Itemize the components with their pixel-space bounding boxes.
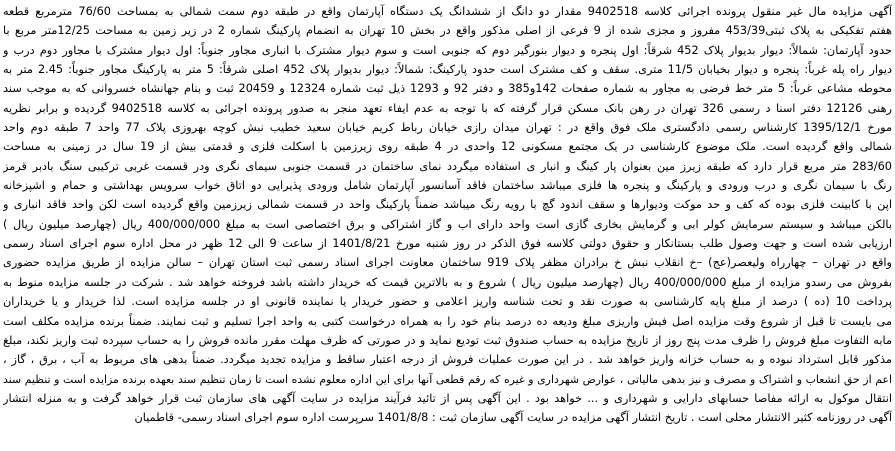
notice-line: 283/60 متر مربع قرار دارد که طبقه زیرز مین بعنوان پار کینگ و انبار ی استفاده میگردد نمای ساختمان در قسمت جنوبی سیمای نگری ودر قسمت غربی ترکیبی سنگ بادبر قرمز <box>3 159 892 173</box>
notice-line: ارزیابی شده است و جهت وصول طلب بستانکار و حقوق دولتی کلاسه فوق الذکر در روز شنبه مورخ 1401/8/21 از ساعت 9 الی 12 ظهر در محل اداره سوم اجرای اسناد رسمی <box>3 237 892 251</box>
notice-line: بفروش می رسدو مزایده از مبلغ 400/000/000 ریال (چهارصد میلیون ریال ) شروع و به بالاترین قیمت که خریدار داشته باشد فروخته خواهد شد . شرکت در جلسه مزایده منوط به <box>3 275 892 289</box>
notice-line: شمالی واقع گردیده است. ملک موضوع کارشناسی در یک مجتمع مسکونی 12 واحدی در 4 طبقه روی زیرزمین با اسکلت فلزی و قدمتی بیش از 19 سال در زمینی به مساحت <box>3 140 892 154</box>
notice-line: می بایست تا قبل از شروع وقت مزایده اصل فیش واریزی مبلغ ودیعه ده درصد بنام خود را به همراه درخواست کتبی به واحد اجرا تسلیم و ثبت نمایند. ضمناً برنده مزایده مکلف است <box>3 314 892 328</box>
notice-line: مذکور قابل استرداد نبوده و به حساب خزانه واریز خواهد شد . در این صورت عملیات فروش از درجه اعتبار ساقط و مزایده تجدید میگردد. ضمناً بدهی های مربوط به آب ، برق ، گاز ، <box>3 353 892 367</box>
notice-line: هفتم تفکیکی به پلاک ثبتی453/39 مفروز و مجزی شده از 9 فرعی از اصلی مذکور واقع در بخش 10 تهران به انضمام پارکینگ شماره 2 در زیر زمین به مساحت 12/25متر مربع با <box>3 24 892 38</box>
notice-line: بالکن میباشد و سیستم سرمایش کولر ابی و گرمایش بخاری گازی است واحد دارای اب و گاز اشتراکی و برق اختصاصی است به مبلغ 400/000/000 ریال (چهارصد میلیون ریال ) <box>3 217 892 231</box>
notice-line: اعم از حق انشعاب و اشتراک و مصرف و نیز بدهی مالیاتی ، عوارض شهرداری و غیره که رقم قطعی آنها برای این اداره معلوم نشده است تا زمان تنظیم سند بعهده برنده مزایده است و تنظیم سند <box>3 372 892 386</box>
notice-line: آگهی مزایده مال غیر منقول پرونده اجرائی کلاسه 9402518 مقدار دو دانگ از ششدانگ یک دستگاه آپارتمان واقع در طبقه دوم سمت شمالی به بمساحت 76/60 مترمربع قطعه <box>3 5 892 18</box>
notice-line: آگهی در روزنامه کثیر الانتشار محلی است . تاریخ انتشار آگهی مزایده در سایت آگهی سازمان ثبت : 1401/8/8 سرپرست اداره سوم اجرای اسناد رسمی- قاطمیان <box>134 411 892 425</box>
notice-line: دیوار راه پله غرباً: پنجره و دیوار بخیابان 11/5 متری. سقف و کف مشترک است حدود پارکینگ: شمالاً: دیوار بدیوار پلاک 452 اصلی شرقاً: 5 متر به پارکینگ مجاور جنوباً: 2.45 متر به <box>3 63 892 77</box>
notice-line: حدود آپارتمان: شمالاً: دیوار بدیوار پلاک 452 شرقاً: اول پنجره و دیوار بنورگیر دوم که جنوبی است و سوم دیوار مشترک با انباری مجاور جنوباً: اول دیوار مشترک با مجاور دوم درب و <box>3 43 892 57</box>
notice-line: مورخ 1395/12/1 کارشناس رسمی دادگستری ملک فوق واقع در : تهران میدان رازی خیابان رباط کریم خیابان سعید خطیب نبش کوچه بهروزی پلاک 77 واحد 7 طبقه دوم واحد <box>3 121 892 135</box>
notice-line: انتقال موکول به ارائه مفاصا حسابهای دارایی و شهرداری و ... خواهد بود . این آگهی پس از تائید فرآیند مزایده در سایت آگهی های سازمان ثبت قرار خواهد گرفت و به منزله انتشار <box>3 391 892 405</box>
notice-line: اپن با کابینت فلزی بوده که کف و حد موکت ودیوارها و سقف اندود گچ با رویه رنگ میباشد ضمناً پارکینگ واحد در قسمت شمالی زیرزمین واقع گردیده است لکن واحد فاقد انباری و <box>3 198 892 212</box>
notice-line: واقع در تهران – چهارراه ولیعصر(عج) –خ انقلاب نبش خ برادران مظفر پلاک 919 ساختمان معاونت اجرای اسناد رسمی ثبت استان تهران – سالن مزایده از طریق مزایده حضوری <box>3 256 892 270</box>
notice-line: رنگ با سیمان نگری و درب ورودی و پارکینگ و پنجره ها فلزی میباشد ساختمان فاقد آسانسور آپارتمان شامل ورودی پذیرایی دو اتاق خواب سرویس بهداشتی و حمام و اشپزخانه <box>3 179 892 193</box>
notice-line: محوطه مشاعی غرباً: 5 متر خط فرضی به مجاور به شماره صفحات 142و385 و دفتر 92 و 1293 ذیل ثبت شماره 12324 و 20459 ثبت و بنام جهانشاه خسروانی که به موجب سند <box>3 82 892 96</box>
notice-line: مابه التفاوت مبلغ فروش را ظرف مدت پنج روز از تاریخ مزایده به حساب صندوق ثبت تودیع نماید و در صورتی که ظرف مهلت مقرر مانده فروش را به حساب سپرده ثبت واریز نکند، مبلغ <box>3 333 892 347</box>
notice-line: رهنی 12126 دفتر اسنا د رسمی 326 تهران در رهن بانک مسکن قرار گرفته که با توجه به عدم ایفاء تعهد منجر به صدور پرونده اجرائی به کلاسه 9402518 گردیده و برابر نظریه <box>3 101 892 115</box>
notice-line: پرداخت 10 (ده ) درصد از مبلغ پایه کارشناسی به صورت نقد و تحت شناسه واریز اعلامی و حضور خریدار یا نماینده قانونی او در جلسه مزایده است. لذا خریدار و یا خریداران <box>3 295 892 309</box>
